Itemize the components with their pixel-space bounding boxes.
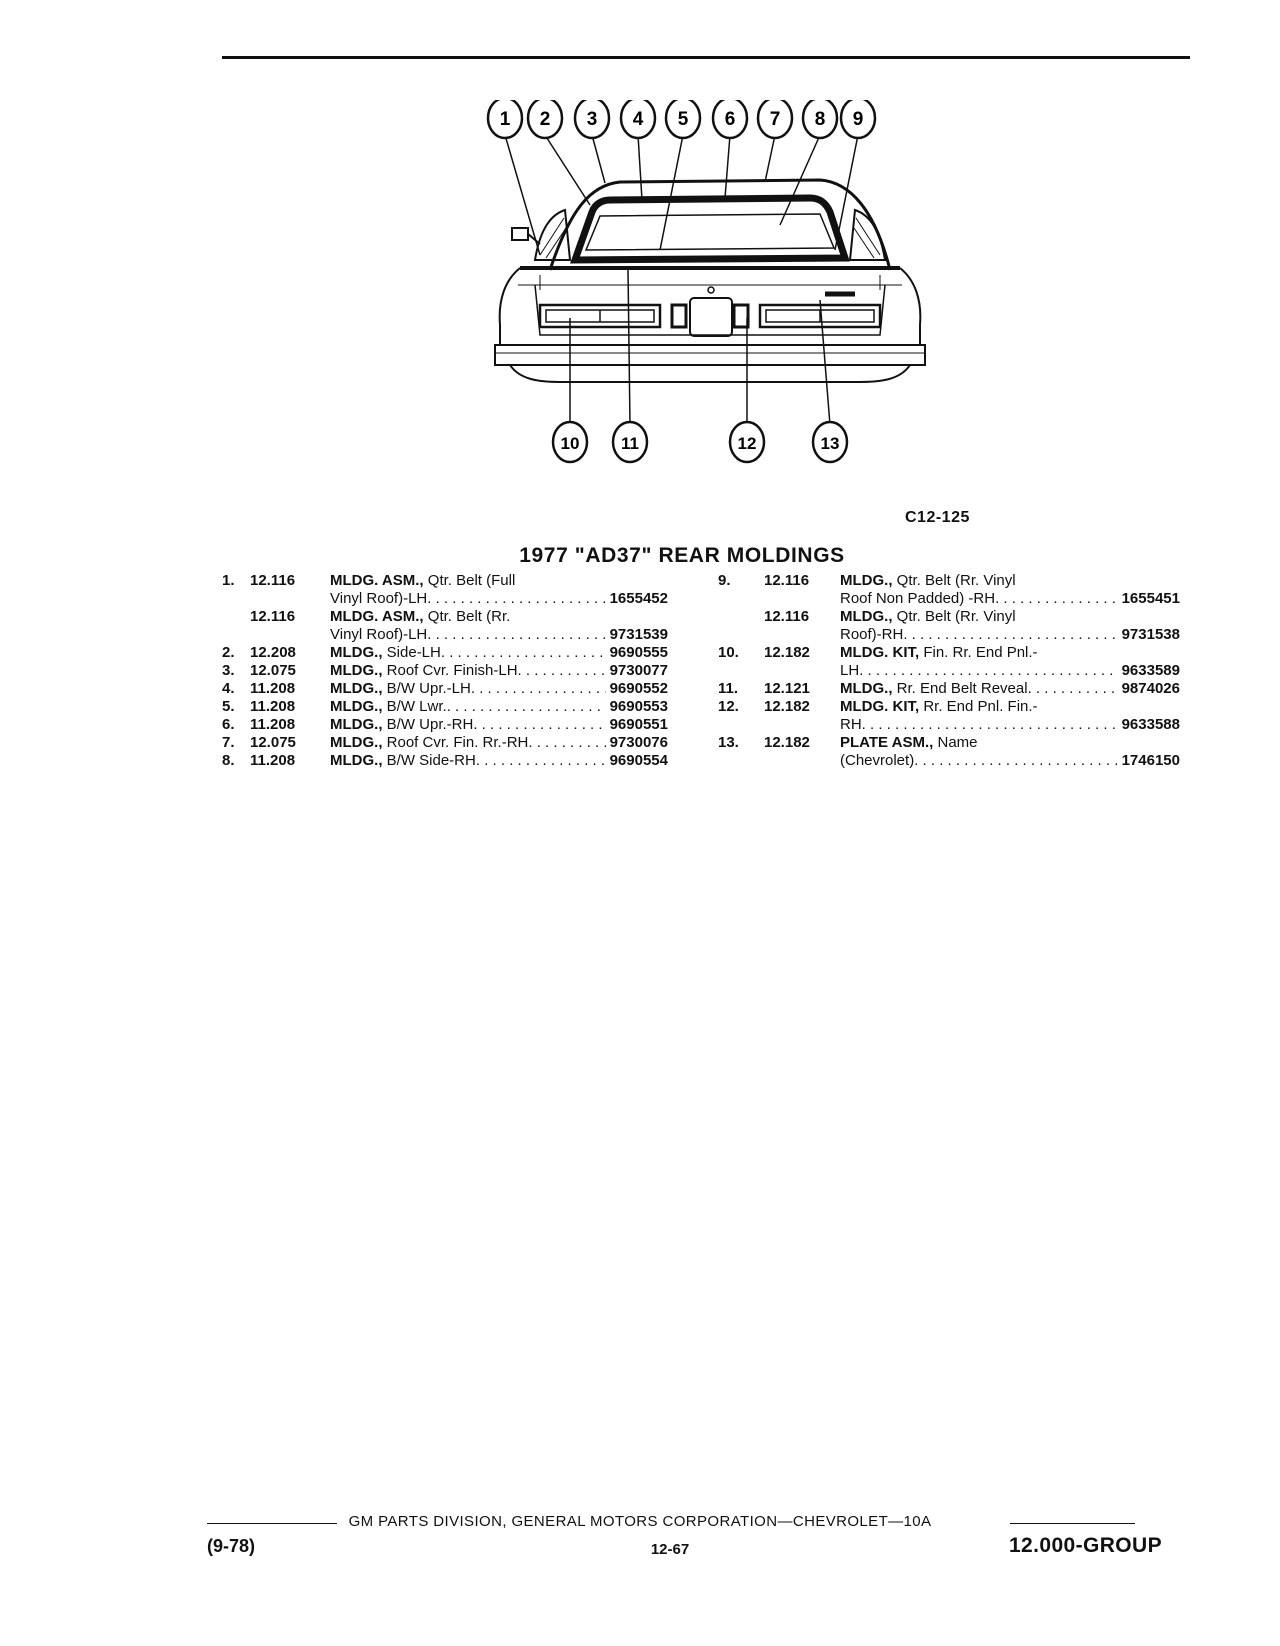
leader-dots bbox=[471, 680, 606, 698]
callout-label: 2 bbox=[539, 109, 551, 130]
description-line bbox=[840, 662, 1180, 680]
item-number: 13. bbox=[718, 734, 739, 751]
part-number: 9690554 bbox=[609, 752, 668, 769]
description-line bbox=[330, 716, 668, 734]
part-number: 9874026 bbox=[1121, 680, 1180, 697]
part-desc: Rr. End Pnl. Fin.- bbox=[919, 698, 1038, 715]
parts-list-entry bbox=[222, 698, 668, 716]
leader-dots bbox=[427, 590, 605, 608]
description-line bbox=[330, 572, 668, 590]
group-number: 12.121 bbox=[764, 680, 810, 697]
car-rear-view-illustration bbox=[480, 100, 940, 485]
part-desc: B/W Upr.-RH bbox=[382, 716, 474, 733]
description-line bbox=[840, 752, 1180, 770]
parts-list-entry bbox=[718, 698, 1180, 734]
part-desc: Side-LH bbox=[382, 644, 441, 661]
part-desc-cont: Roof Non Padded) -RH bbox=[840, 590, 996, 607]
part-description bbox=[330, 572, 668, 608]
parts-list-entry bbox=[718, 734, 1180, 770]
parts-list-entry bbox=[222, 644, 668, 662]
footer-publisher: GM PARTS DIVISION, GENERAL MOTORS CORPORATION—CHEVROLET—10A bbox=[348, 1513, 932, 1530]
description-line bbox=[840, 590, 1180, 608]
leader-dots bbox=[427, 626, 605, 644]
group-number: 12.116 bbox=[250, 608, 296, 625]
parts-list-right bbox=[718, 572, 1180, 770]
description-line bbox=[840, 698, 1180, 716]
part-text bbox=[330, 662, 518, 680]
footer-group: 12.000-GROUP bbox=[1008, 1534, 1162, 1557]
part-description bbox=[840, 680, 1180, 698]
parts-list-entry bbox=[718, 572, 1180, 644]
part-text bbox=[330, 680, 471, 698]
part-name: MLDG. KIT, bbox=[840, 644, 920, 661]
group-number: 12.208 bbox=[250, 644, 296, 661]
part-text bbox=[330, 644, 441, 662]
group-number: 12.075 bbox=[250, 662, 296, 679]
part-description bbox=[840, 698, 1180, 734]
part-desc: Name bbox=[933, 734, 978, 751]
leader-dots bbox=[476, 752, 606, 770]
part-desc: Qtr. Belt (Rr. Vinyl bbox=[892, 572, 1016, 589]
description-line bbox=[330, 608, 668, 626]
description-line bbox=[840, 626, 1180, 644]
description-line bbox=[330, 752, 668, 770]
part-desc: Roof Cvr. Finish-LH bbox=[382, 662, 518, 679]
figure-code: C12-125 bbox=[905, 509, 970, 526]
part-number: 1746150 bbox=[1121, 752, 1180, 769]
part-number: 9690552 bbox=[609, 680, 668, 697]
part-number: 9731539 bbox=[609, 626, 668, 643]
description-line bbox=[840, 734, 1180, 752]
callout-label: 6 bbox=[724, 109, 736, 130]
part-text bbox=[330, 734, 528, 752]
part-name: MLDG., bbox=[330, 752, 383, 769]
part-text bbox=[840, 680, 1028, 698]
group-number: 12.116 bbox=[764, 608, 810, 625]
part-number: 9690555 bbox=[609, 644, 668, 661]
item-number: 7. bbox=[222, 734, 235, 751]
part-desc-cont: (Chevrolet) bbox=[840, 752, 915, 769]
description-line bbox=[840, 716, 1180, 734]
leader-dots bbox=[441, 644, 606, 662]
part-desc: Qtr. Belt (Rr. Vinyl bbox=[892, 608, 1016, 625]
part-description bbox=[840, 572, 1180, 608]
item-number: 8. bbox=[222, 752, 235, 769]
parts-list-left bbox=[222, 572, 668, 770]
part-number: 9730077 bbox=[609, 662, 668, 679]
part-description bbox=[840, 644, 1180, 680]
part-desc: B/W Lwr. bbox=[382, 698, 447, 715]
part-desc-cont: Roof)-RH bbox=[840, 626, 904, 643]
part-number: 9690551 bbox=[609, 716, 668, 733]
item-number: 9. bbox=[718, 572, 731, 589]
part-desc: Qtr. Belt (Full bbox=[423, 572, 516, 589]
part-number: 9633588 bbox=[1121, 716, 1180, 733]
part-number: 1655451 bbox=[1121, 590, 1180, 607]
group-number: 11.208 bbox=[250, 716, 296, 733]
footer-rule-right bbox=[1010, 1523, 1135, 1524]
group-number: 12.182 bbox=[764, 734, 810, 751]
part-name: MLDG., bbox=[330, 716, 383, 733]
part-desc-cont: Vinyl Roof)-LH bbox=[330, 626, 428, 643]
part-description bbox=[840, 734, 1180, 770]
part-desc: Qtr. Belt (Rr. bbox=[423, 608, 511, 625]
part-name: MLDG., bbox=[330, 662, 383, 679]
part-name: PLATE ASM., bbox=[840, 734, 934, 751]
description-line bbox=[330, 680, 668, 698]
item-number: 10. bbox=[718, 644, 739, 661]
callout-label: 3 bbox=[586, 109, 598, 130]
callout-label: 12 bbox=[737, 434, 757, 453]
group-number: 11.208 bbox=[250, 752, 296, 769]
callout-label: 10 bbox=[560, 434, 580, 453]
leader-dots bbox=[528, 734, 605, 752]
group-number: 11.208 bbox=[250, 680, 296, 697]
callout-label: 7 bbox=[769, 109, 781, 130]
part-desc: Fin. Rr. End Pnl.- bbox=[919, 644, 1038, 661]
part-description bbox=[330, 752, 668, 770]
description-line bbox=[840, 572, 1180, 590]
item-number: 5. bbox=[222, 698, 235, 715]
part-name: MLDG., bbox=[330, 734, 383, 751]
parts-list-entry bbox=[222, 734, 668, 752]
footer-date: (9-78) bbox=[207, 1536, 256, 1556]
page-title: 1977 "AD37" REAR MOLDINGS bbox=[519, 544, 845, 567]
item-number: 11. bbox=[718, 680, 739, 697]
item-number: 2. bbox=[222, 644, 235, 661]
group-number: 12.116 bbox=[250, 572, 296, 589]
part-name: MLDG., bbox=[330, 698, 383, 715]
parts-list-entry bbox=[222, 572, 668, 644]
parts-list-entry bbox=[222, 716, 668, 734]
footer-page-number: 12-67 bbox=[650, 1541, 690, 1558]
part-text bbox=[330, 698, 447, 716]
part-name: MLDG. ASM., bbox=[330, 608, 424, 625]
part-desc-cont: Vinyl Roof)-LH bbox=[330, 590, 428, 607]
group-number: 12.075 bbox=[250, 734, 296, 751]
item-number: 1. bbox=[222, 572, 235, 589]
part-number: 9730076 bbox=[609, 734, 668, 751]
part-text bbox=[330, 752, 476, 770]
description-line bbox=[330, 644, 668, 662]
part-number: 1655452 bbox=[609, 590, 668, 607]
part-number: 9633589 bbox=[1121, 662, 1180, 679]
part-name: MLDG. ASM., bbox=[330, 572, 424, 589]
description-line bbox=[840, 608, 1180, 626]
leader-dots bbox=[447, 698, 606, 716]
part-desc: Rr. End Belt Reveal bbox=[892, 680, 1028, 697]
callout-label: 9 bbox=[852, 109, 864, 130]
leader-dots bbox=[903, 626, 1117, 644]
leader-dots bbox=[862, 716, 1118, 734]
part-name: MLDG., bbox=[840, 572, 893, 589]
parts-list-entry bbox=[222, 680, 668, 698]
description-line bbox=[330, 590, 668, 608]
part-desc: Roof Cvr. Fin. Rr.-RH bbox=[382, 734, 529, 751]
description-line bbox=[330, 734, 668, 752]
group-number: 12.182 bbox=[764, 698, 810, 715]
part-name: MLDG. KIT, bbox=[840, 698, 920, 715]
part-description bbox=[330, 716, 668, 734]
leader-dots bbox=[1028, 680, 1118, 698]
part-description bbox=[330, 644, 668, 662]
part-name: MLDG., bbox=[330, 680, 383, 697]
callout-label: 8 bbox=[814, 109, 826, 130]
callout-label: 13 bbox=[820, 434, 840, 453]
item-number: 12. bbox=[718, 698, 739, 715]
part-name: MLDG., bbox=[840, 680, 893, 697]
callout-label: 11 bbox=[621, 434, 639, 453]
part-name: MLDG., bbox=[840, 608, 893, 625]
part-desc: B/W Side-RH bbox=[382, 752, 476, 769]
description-line bbox=[330, 698, 668, 716]
group-number: 11.208 bbox=[250, 698, 296, 715]
part-number: 9690553 bbox=[609, 698, 668, 715]
description-line bbox=[840, 680, 1180, 698]
part-number: 9731538 bbox=[1121, 626, 1180, 643]
leader-dots bbox=[995, 590, 1118, 608]
parts-list-entry bbox=[222, 752, 668, 770]
item-number: 3. bbox=[222, 662, 235, 679]
item-number: 4. bbox=[222, 680, 235, 697]
group-number: 12.182 bbox=[764, 644, 810, 661]
part-description bbox=[330, 698, 668, 716]
rear-moldings-diagram bbox=[480, 100, 940, 485]
group-number: 12.116 bbox=[764, 572, 810, 589]
part-desc: B/W Upr.-LH bbox=[382, 680, 471, 697]
callout-label: 1 bbox=[499, 109, 511, 130]
part-name: MLDG., bbox=[330, 644, 383, 661]
leader-dots bbox=[914, 752, 1117, 770]
part-description bbox=[330, 734, 668, 752]
part-description bbox=[330, 608, 668, 644]
leader-dots bbox=[473, 716, 605, 734]
top-rule bbox=[222, 56, 1190, 59]
part-description bbox=[330, 662, 668, 680]
part-desc-cont: RH bbox=[840, 716, 862, 733]
callout-label: 5 bbox=[677, 109, 689, 130]
description-line bbox=[840, 644, 1180, 662]
parts-list-entry bbox=[222, 662, 668, 680]
part-description bbox=[330, 680, 668, 698]
leader-dots bbox=[518, 662, 606, 680]
parts-list-entry bbox=[718, 644, 1180, 680]
part-desc-cont: LH bbox=[840, 662, 860, 679]
part-text bbox=[330, 716, 473, 734]
parts-list-entry bbox=[718, 680, 1180, 698]
part-description bbox=[840, 608, 1180, 644]
callout-label: 4 bbox=[632, 109, 644, 130]
leader-dots bbox=[859, 662, 1117, 680]
item-number: 6. bbox=[222, 716, 235, 733]
description-line bbox=[330, 626, 668, 644]
description-line bbox=[330, 662, 668, 680]
